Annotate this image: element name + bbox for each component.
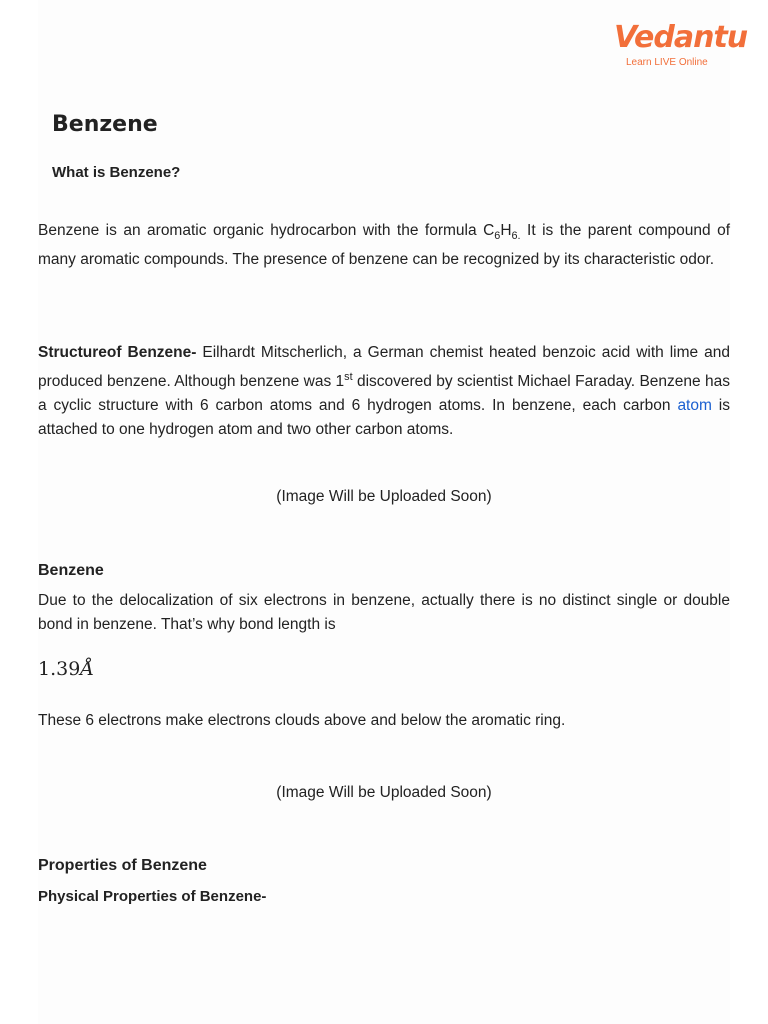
- electron-cloud-paragraph: These 6 electrons make electrons clouds above and below the aromatic ring.: [38, 712, 566, 729]
- intro-text-a: Benzene is an aromatic organic hydrocarbon with the formula C: [38, 222, 495, 239]
- benzene-section-heading: Benzene: [38, 562, 104, 579]
- intro-paragraph: [38, 219, 730, 272]
- logo-tagline: Learn LIVE Online: [626, 57, 708, 68]
- image-placeholder: (Image Will be Uploaded Soon): [276, 784, 492, 801]
- intro-text-c: It is the parent compound of many aromatic compounds. The presence of benzene can be recognized by its characteristic odor.: [38, 222, 730, 269]
- delocalization-paragraph: Due to the delocalization of six electrons in benzene, actually there is no distinct single or double bond in benzene. That’s why bond length is: [38, 592, 730, 633]
- structure-text-a: Eilhardt Mitscherlich, a German chemist heated benzoic acid with lime and produced benzene. Although benzene was 1: [38, 344, 730, 391]
- atom-link[interactable]: atom: [677, 397, 712, 415]
- physical-properties-heading: Physical Properties of Benzene-: [38, 888, 267, 905]
- bond-length-value: 1.39: [38, 658, 81, 680]
- logo-brand: Vedantu: [614, 20, 748, 55]
- structure-text-b: discovered by scientist Michael Faraday. Benzene has a cyclic structure with 6 carbon atoms and 6 hydrogen atoms. In benzene, each carbon: [38, 373, 730, 415]
- page-title: Benzene: [52, 112, 158, 137]
- angstrom-unit: Å: [80, 658, 95, 680]
- formula-sub-carbon: 6: [494, 230, 501, 243]
- intro-text-b: H: [500, 222, 512, 239]
- ordinal-sup: st: [344, 371, 353, 383]
- image-placeholder: (Image Will be Uploaded Soon): [276, 488, 492, 505]
- structure-paragraph: [38, 341, 730, 442]
- vedantu-logo[interactable]: [612, 20, 748, 72]
- bond-length-formula: [38, 658, 94, 680]
- structure-label: Structureof Benzene-: [38, 344, 197, 361]
- properties-heading: Properties of Benzene: [38, 857, 207, 874]
- question-heading: What is Benzene?: [52, 164, 181, 181]
- structure-text-c: is attached to one hydrogen atom and two other carbon atoms.: [38, 397, 730, 439]
- formula-sub-hydrogen: 6.: [511, 230, 521, 243]
